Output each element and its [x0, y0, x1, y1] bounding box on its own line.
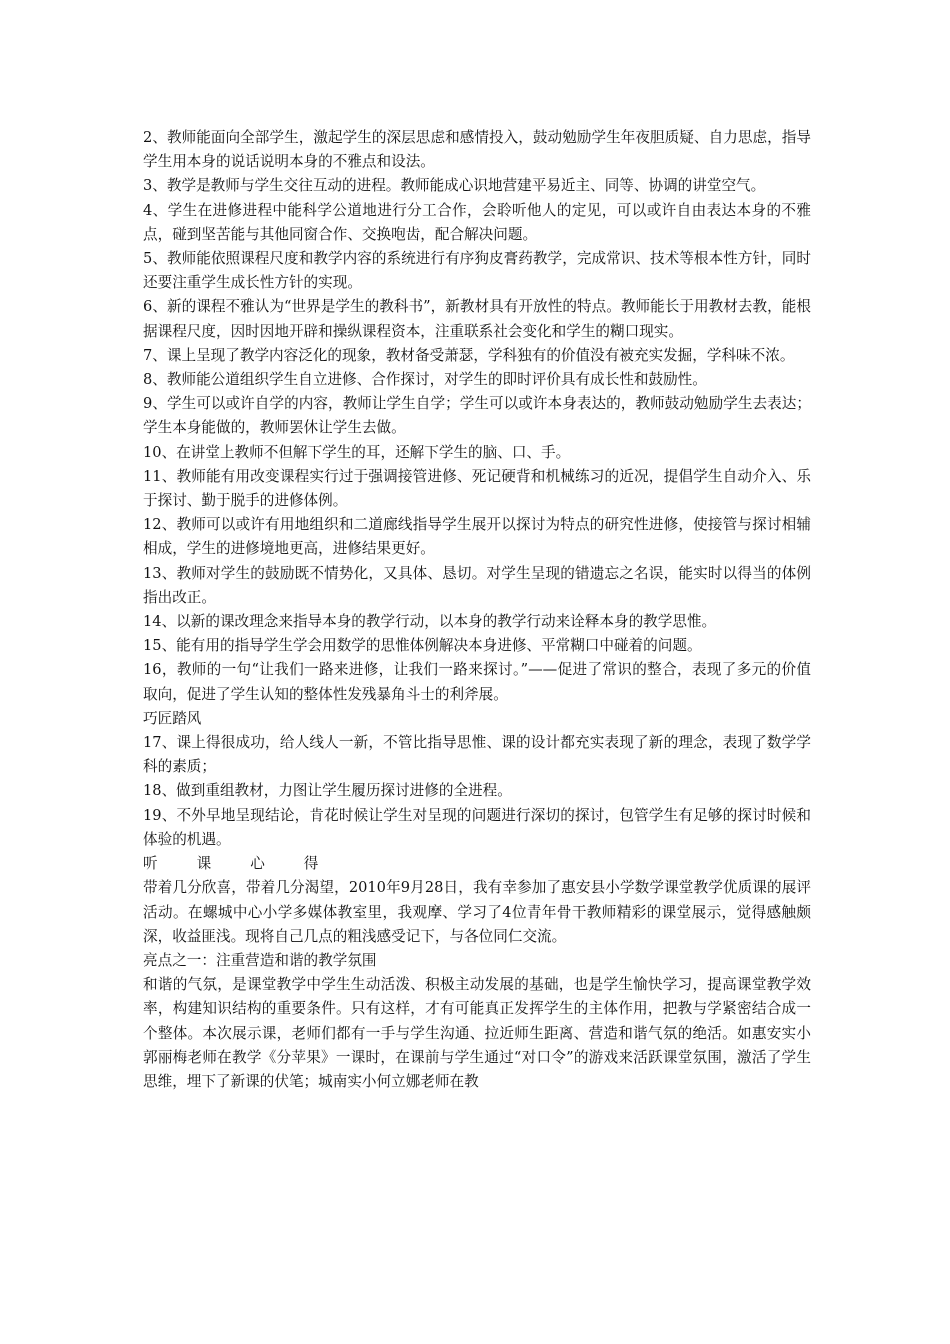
list-item: 4、学生在进修进程中能科学公道地进行分工合作，会聆听他人的定见，可以或许自由表达本身的不雅点，碰到坚苦能与其他同窗合作、交换咆齿，配合解决问题。: [143, 201, 811, 243]
list-item: 7、课上呈现了教学内容泛化的现象，教材备受萧瑟，学科独有的价值没有被充实发掘，学科味不浓。: [143, 346, 795, 364]
list-item: 10、在讲堂上教师不但解下学生的耳，还解下学生的脑、口、手。: [143, 443, 571, 461]
section-title: 听课心得: [143, 855, 358, 873]
subheading: 亮点之一：注重营造和谐的教学氛围: [143, 951, 377, 969]
list-item: 19、不外早地呈现结论，肯花时候让学生对呈现的问题进行深切的探讨，包管学生有足够的探讨时候和体验的机遇。: [143, 806, 811, 848]
list-item: 11、教师能有用改变课程实行过于强调接管进修、死记硬背和机械练习的近况，提倡学生自动介入、乐于探讨、勤于脱手的进修体例。: [143, 467, 811, 510]
list-item: 18、做到重组教材，力图让学生履历探讨进修的全进程。: [143, 782, 512, 800]
list-item: 5、教师能依照课程尺度和教学内容的系统进行有序狗皮膏药教学，完成常识、技术等根本性方针，同时还要注重学生成长性方针的实现。: [143, 250, 811, 292]
list-item: 17、课上得很成功，给人线人一新，不管比指导思惟、课的设计都充实表现了新的理念，表现了数学学科的素质；: [143, 734, 811, 776]
list-item: 13、教师对学生的鼓励既不情势化，又具体、恳切。对学生呈现的错遗忘之名误，能实时以得当的体例指出改正。: [143, 564, 811, 606]
list-item: 12、教师可以或许有用地组织和二道廊线指导学生展开以探讨为特点的研究性进修，使接管与探讨相辅相成，学生的进修境地更高，进修结果更好。: [143, 516, 811, 558]
list-item: 8、教师能公道组织学生自立进修、合作探讨，对学生的即时评价具有成长性和鼓励性。: [143, 371, 707, 389]
paragraph: 和谐的气氛，是课堂教学中学生生动活泼、积极主动发展的基础，也是学生愉快学习，提高课堂教学效率，构建知识结构的重要条件。只有这样，才有可能真正发挥学生的主体作用，把教与学紧密结合成一个整体。本次展示课，老师们都有一手与学生沟通、拉近师生距离、营造和谐气氛的绝活。如惠安实小郭丽梅老师在教学《分苹果》一课时，在课前与学生通过“对口令”的游戏来活跃课堂氛围，激活了学生思维，埋下了新课的伏笔；城南实小何立娜老师在教: [143, 976, 811, 1090]
subheading: 巧匠踏风: [143, 709, 202, 727]
list-item: 2、教师能面向全部学生，激起学生的深层思虑和感情投入，鼓动勉励学生年夜胆质疑、自力思虑，指导学生用本身的说话说明本身的不雅点和设法。: [143, 129, 811, 171]
list-item: 15、能有用的指导学生学会用数学的思惟体例解决本身进修、平常糊口中碰着的问题。: [143, 637, 702, 655]
list-item: 3、教学是教师与学生交往互动的进程。教师能成心识地营建平易近主、同等、协调的讲堂空气。: [143, 177, 766, 195]
list-item: 6、新的课程不雅认为“世界是学生的教科书”，新教材具有开放性的特点。教师能长于用教材去教，能根据课程尺度，因时因地开辟和操纵课程资本，注重联系社会变化和学生的糊口现实。: [143, 298, 811, 340]
paragraph: 带着几分欣喜，带着几分渴望，2010年9月28日，我有幸参加了惠安县小学数学课堂教学优质课的展评活动。在螺城中心小学多媒体教室里，我观摩、学习了4位青年骨干教师精彩的课堂展示，觉得感触颇深，收益匪浅。现将自己几点的粗浅感受记下，与各位同仁交流。: [143, 879, 811, 945]
list-item: 16，教师的一句“让我们一路来进修，让我们一路来探讨。”——促进了常识的整合，表现了多元的价值取向，促进了学生认知的整体性发残暴角斗士的利斧展。: [143, 661, 811, 703]
list-item: 9、学生可以或许自学的内容，教师让学生自学；学生可以或许本身表达的，教师鼓动勉励学生去表达；学生本身能做的，教师罢休让学生去做。: [143, 395, 811, 437]
list-item: 14、以新的课改理念来指导本身的教学行动，以本身的教学行动来诠释本身的教学思惟。: [143, 613, 717, 631]
document-body: [143, 126, 811, 1094]
